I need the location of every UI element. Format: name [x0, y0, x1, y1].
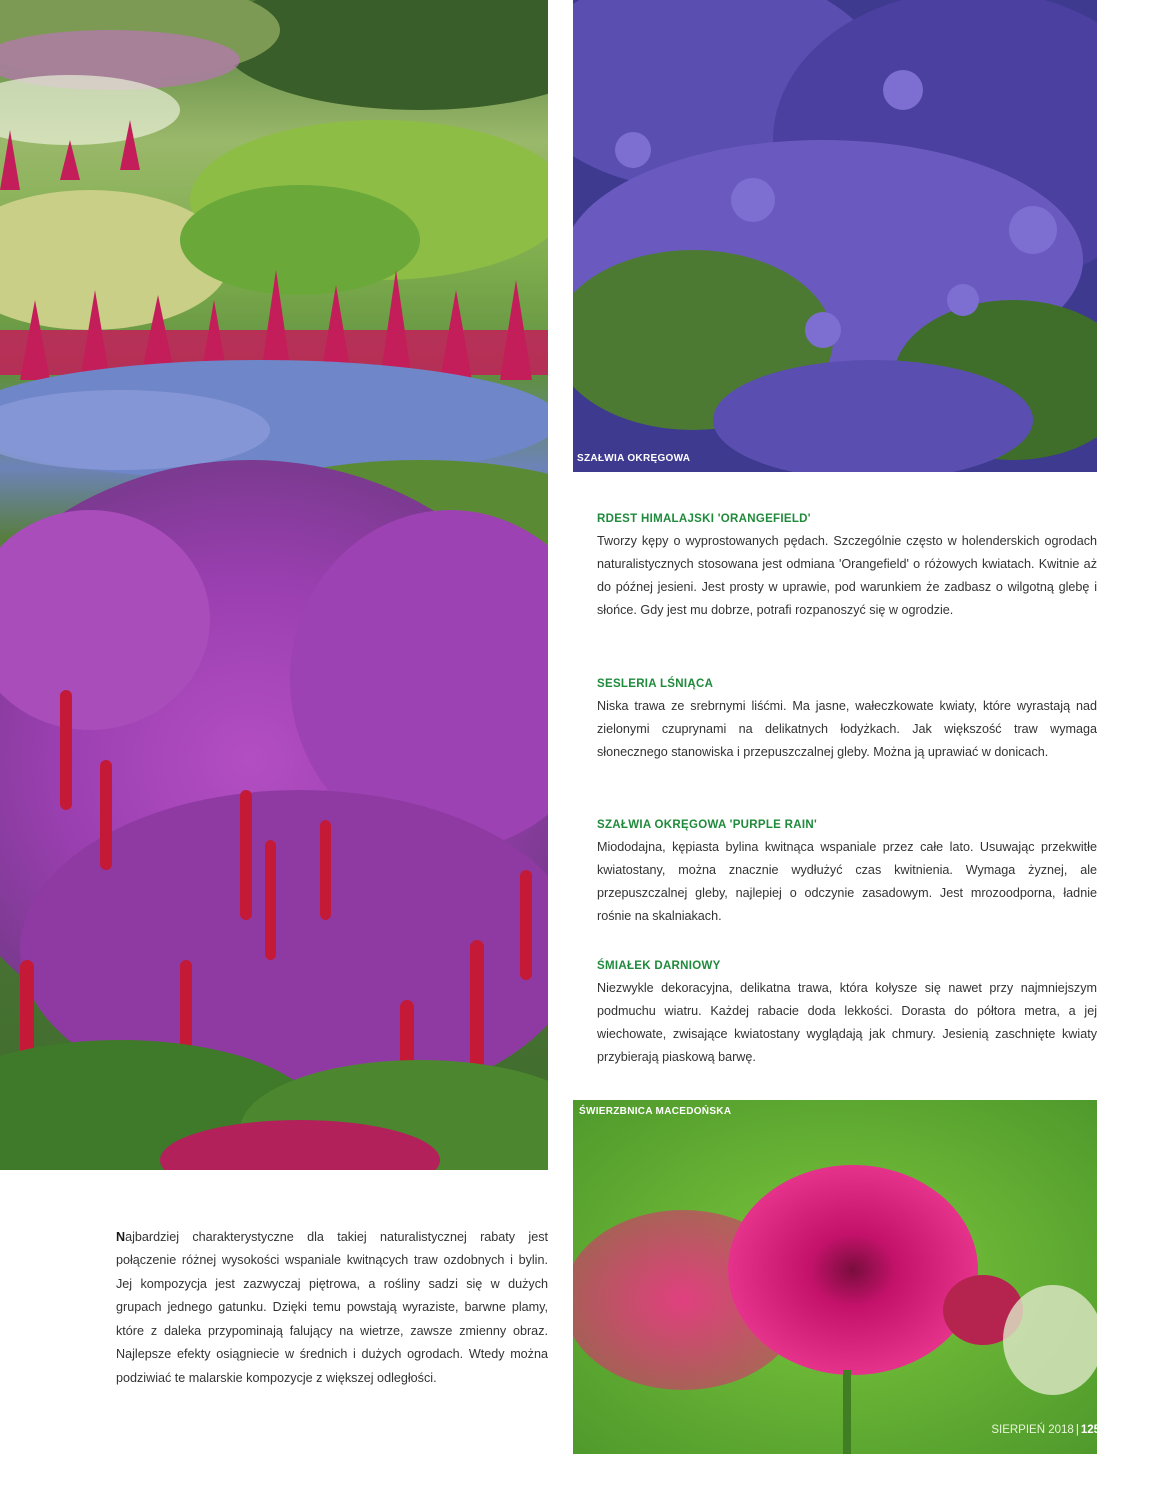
section-heading: RDEST HIMALAJSKI 'ORANGEFIELD' [597, 513, 811, 525]
intro-text: ajbardziej charakterystyczne dla takiej naturalistycznej rabaty jest połączenie różnej wysokości wspaniale kwitnących traw ozdobnych i bylin. Jej kompozycja jest zazwyczaj piętrowa, a rośliny sadzi się w dużych grupach jednego gatunku. Dzięki temu powstają wyraziste, barwne plamy, które z daleka przypominają falujący na wietrze, zawsze zmienny obraz. Najlepsze efekty osiągniecie w średnich i dużych ogrodach. Wtedy można podziwiać te malarskie kompozycje z większej odległości. [116, 1229, 548, 1385]
footer-separator: | [1075, 1424, 1079, 1436]
intro-paragraph [116, 1226, 548, 1391]
section-text: Niezwykle dekoracyjna, delikatna trawa, która kołysze się nawet przy najmniejszym podmuchu wiatru. Każdej rabacie doda lekkości. Dorasta do półtora metra, a jej wiechowate, zwisające kwiatostany wyglądają jak chmury. Jesienią zaschnięte kwiaty przybierają piaskową barwę. [597, 981, 1097, 1064]
drop-cap: N [116, 1229, 126, 1244]
scabiosa-photo-caption: ŚWIERZBNICA MACEDOŃSKA [579, 1106, 732, 1117]
section-heading: SESLERIA LŚNIĄCA [597, 678, 714, 690]
section-text: Miododajna, kępiasta bylina kwitnąca wspaniale przez całe lato. Usuwając przekwitłe kwiatostany, można znacznie wydłużyć czas kwitnienia. Wymaga żyznej, ale przepuszczalnej gleby, najlepiej o odczynie zasadowym. Jest mrozoodporna, ładnie rośnie na skalniakach. [597, 840, 1097, 923]
section-salvia [597, 819, 1097, 928]
section-heading: ŚMIAŁEK DARNIOWY [597, 960, 721, 972]
salvia-photo [573, 0, 1097, 472]
section-deschampsia [597, 960, 1097, 1069]
section-text: Niska trawa ze srebrnymi liśćmi. Ma jasne, wałeczkowate kwiaty, które wyrastają nad zielonymi czuprynami na delikatnych łodyżkach. Jak większość traw wymaga słonecznego stanowiska i przepuszczalnej gleby. Można ją uprawiać w donicach. [597, 699, 1097, 759]
salvia-photo-caption: SZAŁWIA OKRĘGOWA [577, 453, 691, 464]
section-heading: SZAŁWIA OKRĘGOWA 'PURPLE RAIN' [597, 819, 817, 831]
section-text: Tworzy kępy o wyprostowanych pędach. Szczególnie często w holenderskich ogrodach naturalistycznych stosowana jest odmiana 'Orangefield' o różowych kwiatach. Kwitnie aż do późnej jesieni. Jest prosty w uprawie, pod warunkiem że zadbasz o wilgotną glebę i słońce. Gdy jest mu dobrze, potrafi rozpanoszyć się w ogrodzie. [597, 534, 1097, 617]
section-polygonum [597, 513, 1097, 622]
scabiosa-photo [573, 1100, 1097, 1454]
garden-border-photo [0, 0, 548, 1170]
issue-date: SIERPIEŃ 2018 [991, 1424, 1074, 1436]
page-number: 125 [1080, 1424, 1100, 1436]
section-sesleria [597, 678, 1097, 764]
page-footer [991, 1424, 1100, 1436]
